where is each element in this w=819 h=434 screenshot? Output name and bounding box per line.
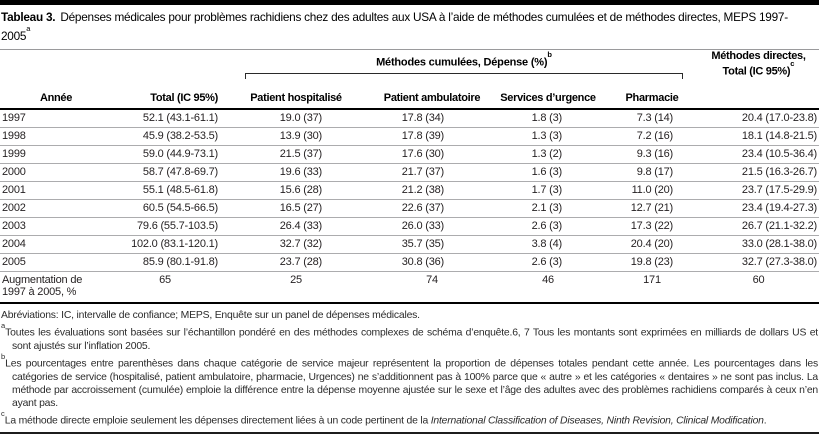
table-row xyxy=(0,109,819,128)
pharmacy-cell: 7.3 (14) xyxy=(606,109,698,128)
summary-label-line1: Augmentation de xyxy=(2,273,83,286)
column-header-patient-hospitalise: Patient hospitalisé xyxy=(218,83,374,109)
direct-header-line1: Méthodes directes, xyxy=(711,49,806,62)
emergency-cell: 1.6 (3) xyxy=(490,163,606,181)
inpatient-cell: 21.5 (37) xyxy=(218,145,374,163)
emergency-cell: 2.6 (3) xyxy=(490,217,606,235)
year-cell: 2005 xyxy=(0,253,112,271)
year-cell: 2002 xyxy=(0,199,112,217)
outpatient-cell: 17.8 (39) xyxy=(374,127,490,145)
footnote-b-text: Les pourcentages entre parenthèses dans chaque catégorie de service majeur représentent la proportion de dépenses totales pendant cette année. Les pourcentages dans les catégories de service (hospitalisé, patient ambulatoire, pharmacie, Urgences) ne s’additionnent pas à 100% parce que « autre » et les catégories « dentaires » ne sont pas inclus. La méthode par accroissement (cumulée) emploie la différence entre la dépense moyenne ajustée sur le sexe et l’âge des adultes avec des problèmes rachidiens comparés à ceux n’en ayant pas. xyxy=(5,358,818,410)
footnote-c xyxy=(1,410,818,428)
pharmacy-cell: 12.7 (21) xyxy=(606,199,698,217)
emergency-cell: 1.3 (2) xyxy=(490,145,606,163)
outpatient-cell: 17.8 (34) xyxy=(374,109,490,128)
emergency-cell: 2.1 (3) xyxy=(490,199,606,217)
year-cell: 2001 xyxy=(0,181,112,199)
outpatient-cell: 30.8 (36) xyxy=(374,253,490,271)
summary-label xyxy=(0,271,112,303)
pharmacy-cell: 9.3 (16) xyxy=(606,145,698,163)
table-row xyxy=(0,145,819,163)
footnotes xyxy=(0,309,819,428)
total-cell: 45.9 (38.2-53.5) xyxy=(112,127,218,145)
table-row xyxy=(0,199,819,217)
column-header-methodes-directes xyxy=(698,50,819,109)
table-title xyxy=(0,5,819,50)
pharmacy-cell: 11.0 (20) xyxy=(606,181,698,199)
pharmacy-cell: 7.2 (16) xyxy=(606,127,698,145)
group-header-label xyxy=(245,49,683,69)
outpatient-cell: 21.7 (37) xyxy=(374,163,490,181)
table-title-text: Dépenses médicales pour problèmes rachidiens chez des adultes aux USA à l’aide de méthodes cumulées et de méthodes directes, MEPS 1997-2005 xyxy=(1,10,788,43)
column-header-annee: Année xyxy=(0,83,112,109)
group-header-cell xyxy=(218,50,698,83)
table-row xyxy=(0,127,819,145)
column-header-row xyxy=(0,83,819,109)
emergency-cell: 1.8 (3) xyxy=(490,109,606,128)
table-row xyxy=(0,235,819,253)
footnote-c-text-end: . xyxy=(763,415,767,427)
summary-value-direct: 60 xyxy=(698,271,819,303)
group-header-text: Méthodes cumulées, Dépense (%) xyxy=(376,56,548,69)
direct-cell: 23.4 (10.5-36.4) xyxy=(698,145,819,163)
direct-cell: 23.7 (17.5-29.9) xyxy=(698,181,819,199)
pharmacy-cell: 17.3 (22) xyxy=(606,217,698,235)
summary-row xyxy=(0,271,819,303)
footnote-b-marker: b xyxy=(1,352,6,361)
table-row xyxy=(0,217,819,235)
total-cell: 58.7 (47.8-69.7) xyxy=(112,163,218,181)
total-cell: 59.0 (44.9-73.1) xyxy=(112,145,218,163)
footnote-c-marker: c xyxy=(1,409,5,419)
year-cell: 2000 xyxy=(0,163,112,181)
table-row xyxy=(0,253,819,271)
group-header-note-marker: b xyxy=(547,49,552,59)
footnote-b xyxy=(1,353,818,410)
inpatient-cell: 16.5 (27) xyxy=(218,199,374,217)
direct-header-note-marker: c xyxy=(790,59,795,69)
year-cell: 1998 xyxy=(0,127,112,145)
group-header-row xyxy=(0,50,819,83)
summary-label-line2: 1997 à 2005, % xyxy=(2,286,77,299)
footnote-abbreviations: Abréviations: IC, intervalle de confiance; MEPS, Enquête sur un panel de dépenses médicales. xyxy=(1,309,420,321)
summary-value-emergency: 46 xyxy=(490,271,606,303)
inpatient-cell: 15.6 (28) xyxy=(218,181,374,199)
pharmacy-cell: 19.8 (23) xyxy=(606,253,698,271)
total-cell: 85.9 (80.1-91.8) xyxy=(112,253,218,271)
outpatient-cell: 26.0 (33) xyxy=(374,217,490,235)
footnote-c-italic-citation: International Classification of Diseases, Ninth Revision, Clinical Modification xyxy=(430,415,764,427)
total-cell: 52.1 (43.1-61.1) xyxy=(112,109,218,128)
year-cell: 1997 xyxy=(0,109,112,128)
inpatient-cell: 23.7 (28) xyxy=(218,253,374,271)
footnote-c-text: La méthode directe emploie seulement les dépenses directement liées à un code pertinent de la xyxy=(4,415,431,427)
inpatient-cell: 19.6 (33) xyxy=(218,163,374,181)
column-header-patient-ambulatoire: Patient ambulatoire xyxy=(374,83,490,109)
table-row xyxy=(0,163,819,181)
total-cell: 55.1 (48.5-61.8) xyxy=(112,181,218,199)
column-header-pharmacie: Pharmacie xyxy=(606,83,698,109)
outpatient-cell: 17.6 (30) xyxy=(374,145,490,163)
table-title-label: Tableau 3. xyxy=(1,10,56,24)
direct-cell: 23.4 (19.4-27.3) xyxy=(698,199,819,217)
total-cell: 102.0 (83.1-120.1) xyxy=(112,235,218,253)
total-cell: 60.5 (54.5-66.5) xyxy=(112,199,218,217)
pharmacy-cell: 20.4 (20) xyxy=(606,235,698,253)
direct-header-line2: Total (IC 95%) xyxy=(722,66,791,79)
direct-cell: 20.4 (17.0-23.8) xyxy=(698,109,819,128)
outpatient-cell: 21.2 (38) xyxy=(374,181,490,199)
table-row xyxy=(0,181,819,199)
summary-value-inpatient: 25 xyxy=(218,271,374,303)
column-header-services-urgence: Services d’urgence xyxy=(490,83,606,109)
direct-cell: 18.1 (14.8-21.5) xyxy=(698,127,819,145)
title-note-marker: a xyxy=(26,24,31,33)
year-cell: 2004 xyxy=(0,235,112,253)
direct-cell: 32.7 (27.3-38.0) xyxy=(698,253,819,271)
inpatient-cell: 26.4 (33) xyxy=(218,217,374,235)
emergency-cell: 2.6 (3) xyxy=(490,253,606,271)
pharmacy-cell: 9.8 (17) xyxy=(606,163,698,181)
year-cell: 1999 xyxy=(0,145,112,163)
summary-value-outpatient: 74 xyxy=(374,271,490,303)
emergency-cell: 3.8 (4) xyxy=(490,235,606,253)
direct-cell: 26.7 (21.1-32.2) xyxy=(698,217,819,235)
cumulative-methods-bracket xyxy=(245,73,683,79)
outpatient-cell: 35.7 (35) xyxy=(374,235,490,253)
footnote-a-text: Toutes les évaluations sont basées sur l’échantillon pondéré en des méthodes complexes de schéma d’enquête.6, 7 Tous les montants sont exprimées en milliards de dollars US et sont ajustés sur l’inflation 2005. xyxy=(5,327,818,352)
outpatient-cell: 22.6 (37) xyxy=(374,199,490,217)
emergency-cell: 1.7 (3) xyxy=(490,181,606,199)
emergency-cell: 1.3 (3) xyxy=(490,127,606,145)
group-header-spacer xyxy=(0,50,218,83)
data-table xyxy=(0,50,819,304)
summary-value-total: 65 xyxy=(112,271,218,303)
direct-cell: 33.0 (28.1-38.0) xyxy=(698,235,819,253)
inpatient-cell: 13.9 (30) xyxy=(218,127,374,145)
summary-value-pharmacy: 171 xyxy=(606,271,698,303)
footnote-a-marker: a xyxy=(1,321,6,331)
year-cell: 2003 xyxy=(0,217,112,235)
direct-cell: 21.5 (16.3-26.7) xyxy=(698,163,819,181)
total-cell: 79.6 (55.7-103.5) xyxy=(112,217,218,235)
inpatient-cell: 19.0 (37) xyxy=(218,109,374,128)
inpatient-cell: 32.7 (32) xyxy=(218,235,374,253)
footnote-a xyxy=(1,322,818,353)
column-header-total: Total (IC 95%) xyxy=(112,83,218,109)
